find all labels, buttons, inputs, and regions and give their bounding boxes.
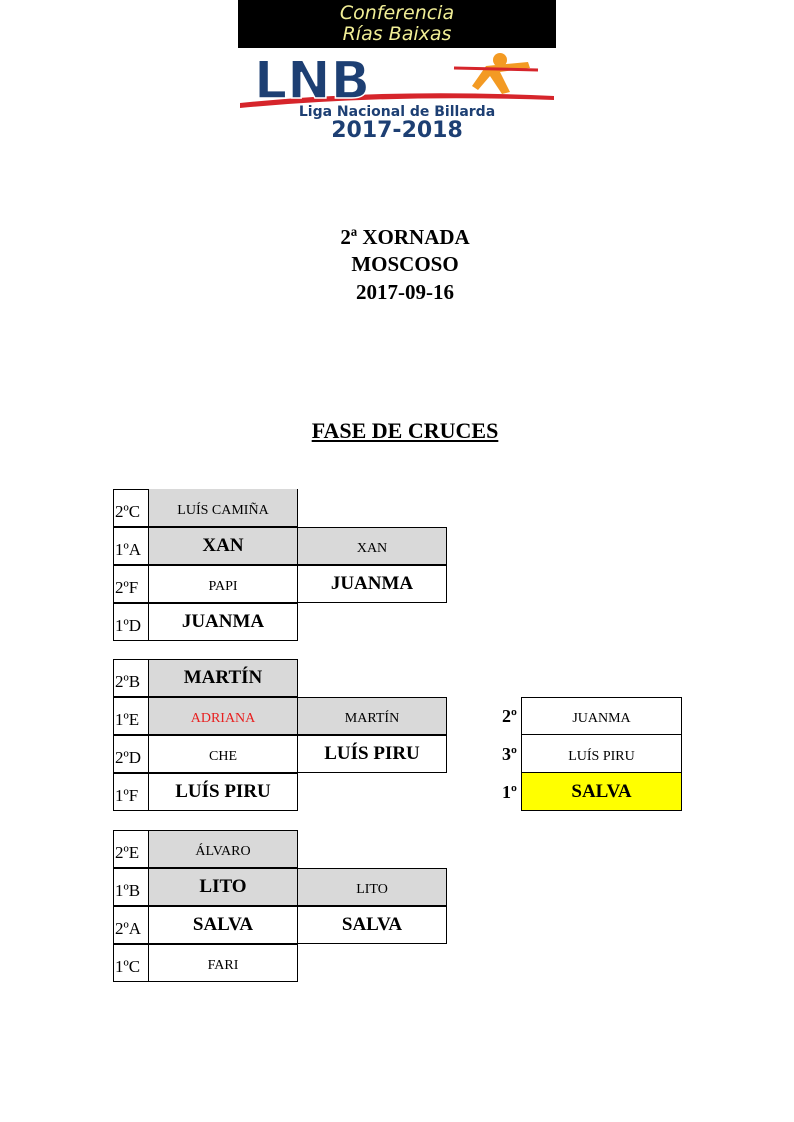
seed-label: 2ºC (113, 489, 148, 527)
seed-label: 2ºD (113, 735, 148, 773)
seed-label: 2ºE (113, 830, 148, 868)
logo-banner (238, 0, 556, 48)
winner-cell: XAN (298, 527, 447, 565)
final-rank: 2º (502, 705, 517, 726)
phase-title: FASE DE CRUCES (311, 418, 499, 443)
lnb-logo (238, 48, 556, 120)
player-cell: ÁLVARO (148, 830, 298, 868)
date-title: 2017-09-16 (356, 280, 454, 304)
final-player-cell: JUANMA (521, 697, 682, 735)
player-cell: ADRIANA (148, 697, 298, 735)
venue-title: MOSCOSO (351, 252, 459, 276)
seed-label: 1ºF (113, 773, 148, 811)
player-cell: LUÍS CAMIÑA (148, 489, 298, 527)
player-cell: CHE (148, 735, 298, 773)
player-cell: LITO (148, 868, 298, 906)
winner-cell: LUÍS PIRU (298, 735, 447, 773)
seed-label: 1ºD (113, 603, 148, 641)
winner-cell: SALVA (298, 906, 447, 944)
player-cell: MARTÍN (148, 659, 298, 697)
final-rank: 1º (502, 781, 517, 802)
player-cell: LUÍS PIRU (148, 773, 298, 811)
player-cell: JUANMA (148, 603, 298, 641)
final-rank: 3º (502, 743, 517, 764)
player-cell: PAPI (148, 565, 298, 603)
winner-cell: MARTÍN (298, 697, 447, 735)
champion-cell: SALVA (521, 773, 682, 811)
seed-label: 1ºB (113, 868, 148, 906)
logo-line-2: Rías Baixas (342, 23, 452, 45)
final-player-cell: LUÍS PIRU (521, 735, 682, 773)
player-cell: XAN (148, 527, 298, 565)
season-label: 2017-2018 (331, 118, 463, 143)
seed-label: 1ºC (113, 944, 148, 982)
round-title: 2ª XORNADA (340, 225, 470, 249)
seed-label: 1ºA (113, 527, 148, 565)
winner-cell: JUANMA (298, 565, 447, 603)
winner-cell: LITO (298, 868, 447, 906)
seed-label: 2ºA (113, 906, 148, 944)
player-figure-icon (454, 53, 538, 94)
seed-label: 1ºE (113, 697, 148, 735)
seed-label: 2ºB (113, 659, 148, 697)
logo-subtitle: Liga Nacional de Billarda (298, 104, 496, 120)
player-cell: SALVA (148, 906, 298, 944)
logo-line-1: Conferencia (339, 2, 455, 24)
seed-label: 2ºF (113, 565, 148, 603)
logo-brand: LNB (254, 51, 371, 111)
player-cell: FARI (148, 944, 298, 982)
